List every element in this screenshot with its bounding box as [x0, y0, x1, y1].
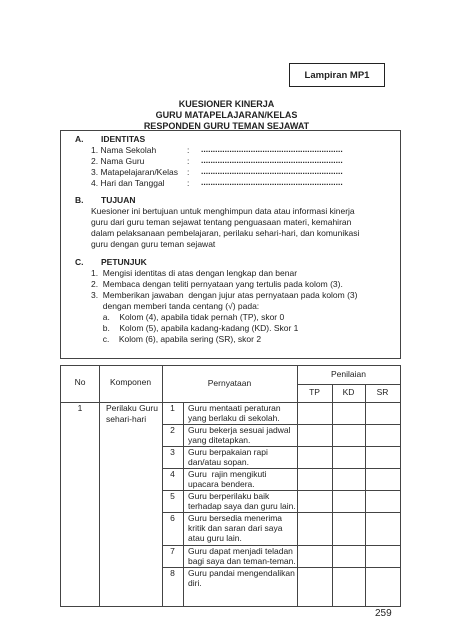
section-heading: TUJUAN — [101, 195, 136, 205]
statement-number: 1 — [170, 403, 175, 413]
fill-line[interactable]: ............................................................ — [201, 155, 343, 165]
column-divider — [365, 384, 366, 606]
identitas-item: 1. Nama Sekolah — [91, 145, 157, 155]
section-heading: PETUNJUK — [101, 257, 147, 267]
section-heading: IDENTITAS — [101, 134, 146, 144]
header-penilaian: Penilaian — [331, 369, 366, 379]
statement-text: Guru pandai mengendalikan — [188, 568, 295, 578]
section-number: C. — [75, 257, 84, 267]
statement-text: diri. — [188, 578, 202, 588]
tujuan-text: dalam pelaksanaan pembelajaran, perilaku sehari-hari, dan komunikasi — [91, 228, 360, 238]
statement-text: yang ditetapkan. — [188, 435, 251, 445]
statement-number: 5 — [170, 491, 175, 501]
statement-number: 3 — [170, 447, 175, 457]
statement-number: 8 — [170, 568, 175, 578]
statement-text: Guru berperilaku baik — [188, 491, 270, 501]
header-sr: SR — [376, 387, 389, 397]
identitas-item: 4. Hari dan Tanggal — [91, 178, 165, 188]
statement-text: bagi saya dan teman-teman. — [188, 556, 296, 566]
section-number: B. — [75, 195, 84, 205]
colon: : — [187, 156, 190, 166]
statement-text: Guru dapat menjadi teladan — [188, 546, 293, 556]
header-no: No — [74, 377, 86, 387]
tujuan-text: Kuesioner ini bertujuan untuk menghimpun data atau informasi kinerja — [91, 206, 355, 216]
statement-number: 2 — [170, 425, 175, 435]
statement-text: yang berlaku di sekolah. — [188, 413, 280, 423]
colon: : — [187, 145, 190, 155]
statement-number: 7 — [170, 546, 175, 556]
penilaian-divider — [297, 384, 400, 385]
statement-number-divider — [183, 402, 184, 606]
statement-text: terhadap saya dan guru lain. — [188, 501, 296, 511]
title-line-3: RESPONDEN GURU TEMAN SEJAWAT — [143, 121, 310, 131]
page-number: 259 — [375, 608, 392, 619]
fill-line[interactable]: ............................................................ — [201, 144, 343, 154]
petunjuk-item: 2. Membaca dengan teliti pernyataan yang tertulis pada kolom (3). — [91, 279, 343, 289]
tujuan-text: guru dari guru teman sejawat tentang penguasaan materi, kemahiran — [91, 217, 352, 227]
statement-number: 6 — [170, 513, 175, 523]
column-divider — [332, 384, 333, 606]
petunjuk-item: 1. Mengisi identitas di atas dengan lengkap dan benar — [91, 268, 298, 278]
header-pernyataan: Pernyataan — [207, 378, 252, 388]
petunjuk-item: dengan memberi tanda centang (√) pada: — [91, 301, 260, 311]
title-line-1: KUESIONER KINERJA — [178, 99, 275, 109]
statement-text: atau guru lain. — [188, 533, 242, 543]
header-komponen: Komponen — [109, 377, 152, 387]
fill-line[interactable]: ............................................................ — [201, 177, 343, 187]
statement-text: Guru mentaati peraturan — [188, 403, 281, 413]
statement-text: Guru bersedia menerima — [188, 513, 283, 523]
statement-text: Guru berpakaian rapi — [188, 447, 268, 457]
header-tp: TP — [309, 387, 320, 397]
header-kd: KD — [342, 387, 355, 397]
statement-text: Guru bekerja sesuai jadwal — [188, 425, 291, 435]
colon: : — [187, 167, 190, 177]
fill-line[interactable]: ............................................................ — [201, 166, 343, 176]
statement-text: dan/atau sopan. — [188, 457, 249, 467]
section-number: A. — [75, 134, 84, 144]
komponen-text: sehari-hari — [106, 414, 147, 424]
statement-text: upacara bendera. — [188, 479, 255, 489]
petunjuk-item: 3. Memberikan jawaban dengan jujur atas pernyataan pada kolom (3) — [91, 290, 358, 300]
petunjuk-item: b. Kolom (5), apabila kadang-kadang (KD). Skor 1 — [91, 323, 299, 333]
statement-number: 4 — [170, 469, 175, 479]
assessment-table — [60, 365, 401, 607]
petunjuk-item: a. Kolom (4), apabila tidak pernah (TP), skor 0 — [91, 312, 285, 322]
komponen-text: Perilaku Guru — [106, 403, 158, 413]
questionnaire-info-box — [60, 130, 401, 359]
tujuan-text: guru dengan guru teman sejawat — [91, 239, 216, 249]
statement-text: Guru rajin mengikuti — [188, 469, 267, 479]
identitas-item: 2. Nama Guru — [91, 156, 145, 166]
row-number: 1 — [77, 403, 83, 413]
title-line-2: GURU MATAPELAJARAN/KELAS — [155, 110, 298, 120]
colon: : — [187, 178, 190, 188]
petunjuk-item: c. Kolom (6), apabila sering (SR), skor 2 — [91, 334, 262, 344]
appendix-label: Lampiran MP1 — [289, 63, 385, 87]
identitas-item: 3. Matapelajaran/Kelas — [91, 167, 178, 177]
statement-text: kritik dan saran dari saya — [188, 523, 283, 533]
